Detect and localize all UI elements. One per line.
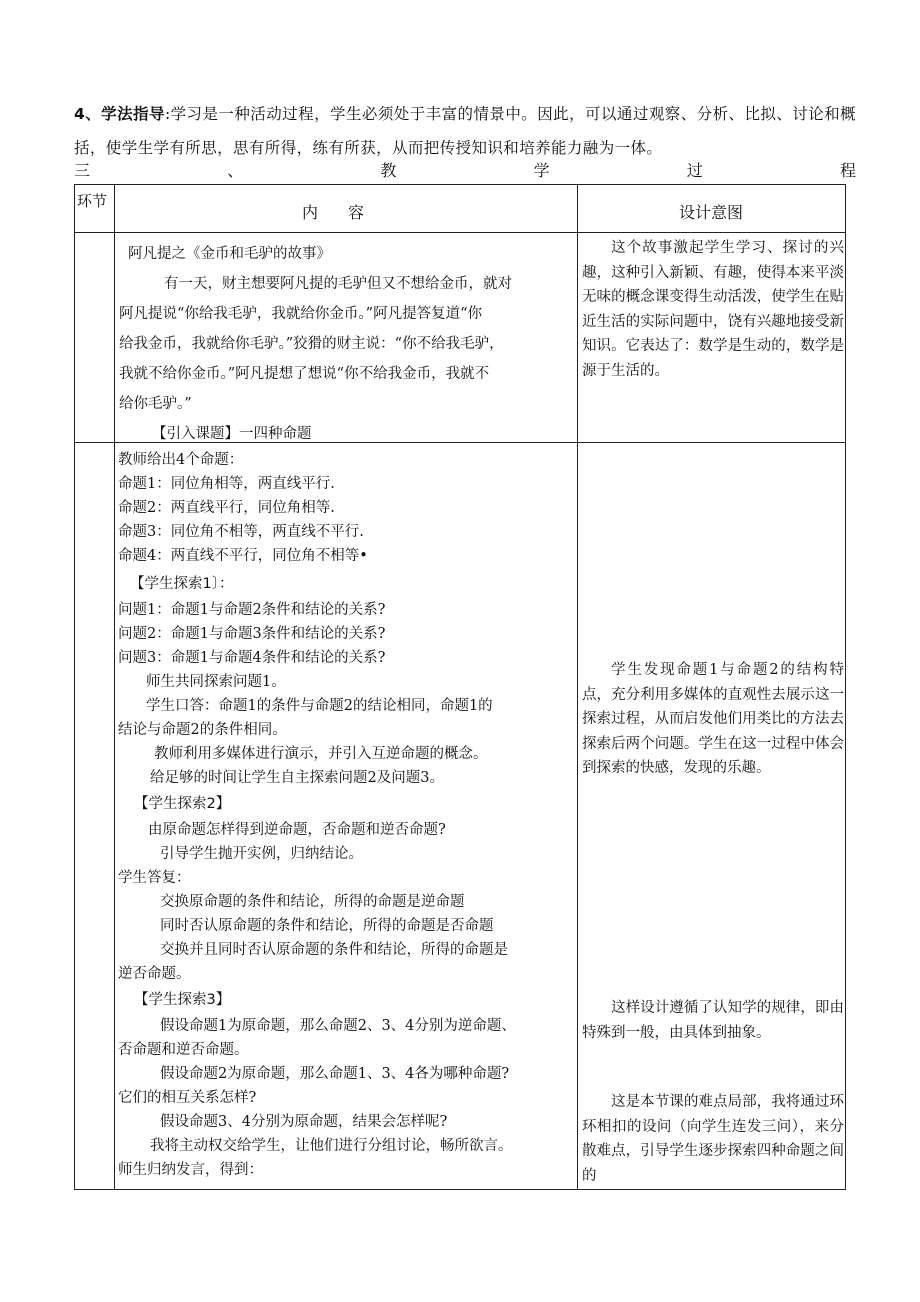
heading-char: 教 <box>380 161 397 180</box>
content-line: 假设命题1为原命题，那么命题2、3、4分别为逆命题、 <box>160 1018 516 1034</box>
study-guidance-text: :学习是一种活动过程，学生必须处于丰富的情景中。因此，可以通过观察、分析、比拟、讨论和概括，使学生学有所思，思有所得，练有所获，从而把传授知识和培养能力融为一体。 <box>74 105 857 157</box>
content-line: 同时否认原命题的条件和结论，所得的命题是否命题 <box>160 918 494 934</box>
content-line: 它们的相互关系怎样? <box>118 1090 257 1106</box>
content-line: 我将主动权交给学生，让他们进行分组讨论，畅所欲言。 <box>150 1138 513 1154</box>
content-line: 交换原命题的条件和结论，所得的命题是逆命题 <box>160 894 465 910</box>
story-title: 阿凡提之《金币和毛驴的故事》 <box>128 246 331 262</box>
content-line: 假设命题2为原命题，那么命题1、3、4各为哪种命题? <box>160 1066 510 1082</box>
question-3: 问题3：命题1与命题4条件和结论的关系? <box>118 650 386 666</box>
story-line: 给我金币，我就给你毛驴。”狡猾的财主说：“你不给我毛驴， <box>119 336 504 352</box>
content-line: 引导学生抛开实例，归纳结论。 <box>160 846 363 862</box>
header-content: 内容 <box>302 203 395 222</box>
design-intent-explore-3: 这是本节课的难点局部，我将通过环环相扣的设问（向学生连发三问），来分散难点，引导学生逐步探索四种命题之间的 <box>582 1094 844 1184</box>
content-line: 结论与命题2的条件相同。 <box>118 722 287 738</box>
table-border-bottom <box>74 1189 846 1190</box>
story-line: 阿凡提说“你给我毛驴，我就给你金币。”阿凡提答复道“你 <box>119 306 482 322</box>
story-line: 有一天，财主想要阿凡提的毛驴但又不想给金币，就对 <box>164 276 512 292</box>
table-border-header-bottom <box>74 232 846 233</box>
student-explore-3: 【学生探索3】 <box>134 992 231 1008</box>
topic-intro: 【引入课题】一四种命题 <box>152 426 312 442</box>
table-column-divider-2 <box>577 184 578 1190</box>
content-line: 否命题和逆否命题。 <box>118 1042 249 1058</box>
design-intent-story: 这个故事激起学生学习、探讨的兴趣，这种引入新颖、有趣，使得本来平淡无味的概念课变得生动活泼，使学生在贴近生活的实际问题中，饶有兴趣地接受新知识。它表达了：数学是生动的，数学是源于生活的。 <box>582 240 844 379</box>
design-intent-explore-2: 这样设计遵循了认知学的规律，即由特殊到一般，由具体到抽象。 <box>582 1000 844 1041</box>
heading-char: 学 <box>533 161 550 180</box>
student-explore-2: 【学生探索2】 <box>134 796 231 812</box>
content-line: 教师利用多媒体进行演示，并引入互逆命题的概念。 <box>154 746 488 762</box>
table-border-top <box>74 184 846 185</box>
content-line: 学生答复： <box>118 870 191 886</box>
proposition-1: 命题1：同位角相等，两直线平行. <box>118 476 335 492</box>
table-border-left <box>74 184 75 1190</box>
question-1: 问题1：命题1与命题2条件和结论的关系? <box>118 602 386 618</box>
table-border-right <box>845 184 846 1190</box>
heading-char: 程 <box>839 161 856 180</box>
study-guidance-paragraph <box>74 97 856 165</box>
story-line: 给你毛驴。” <box>119 396 192 412</box>
content-line: 学生口答：命题1的条件与命题2的结论相同，命题1的 <box>146 698 493 714</box>
content-line: 教师给出4个命题： <box>118 452 244 468</box>
design-intent-explore-1: 学生发现命题1与命题2的结构特点，充分利用多媒体的直观性去展示这一探索过程，从而启发他们用类比的方法去探索后两个问题。学生在这一过程中体会到探索的快感，发现的乐趣。 <box>582 662 844 776</box>
section-heading <box>74 158 856 184</box>
content-line: 师生归纳发言，得到： <box>118 1162 263 1178</box>
teaching-process-table <box>74 184 846 1190</box>
heading-char: 、 <box>227 161 244 180</box>
proposition-2: 命题2：两直线平行，同位角相等. <box>118 500 335 516</box>
header-stage: 环节 <box>77 192 108 210</box>
heading-char: 三 <box>74 161 91 180</box>
student-explore-1: 【学生探索1〕： <box>130 576 234 592</box>
heading-char: 过 <box>686 161 703 180</box>
content-line: 给足够的时间让学生自主探索问题2及问题3。 <box>150 770 444 786</box>
table-column-divider-1 <box>114 184 115 1190</box>
proposition-3: 命题3：同位角不相等，两直线不平行. <box>118 524 364 540</box>
content-line: 逆否命题。 <box>118 966 191 982</box>
content-line: 师生共同探索问题1。 <box>146 674 286 690</box>
content-line: 由原命题怎样得到逆命题，否命题和逆否命题? <box>148 822 446 838</box>
content-line: 假设命题3、4分别为原命题，结果会怎样呢? <box>160 1114 448 1130</box>
proposition-4: 命题4：两直线不平行，同位角不相等• <box>118 548 368 564</box>
question-2: 问题2：命题1与命题3条件和结论的关系? <box>118 626 386 642</box>
story-line: 我就不给你金币。”阿凡提想了想说“你不给我金币，我就不 <box>119 366 490 382</box>
study-guidance-label: 4、学法指导 <box>74 105 165 123</box>
content-line: 交换并且同时否认原命题的条件和结论，所得的命题是 <box>160 942 508 958</box>
header-design-intent: 设计意图 <box>678 203 743 222</box>
